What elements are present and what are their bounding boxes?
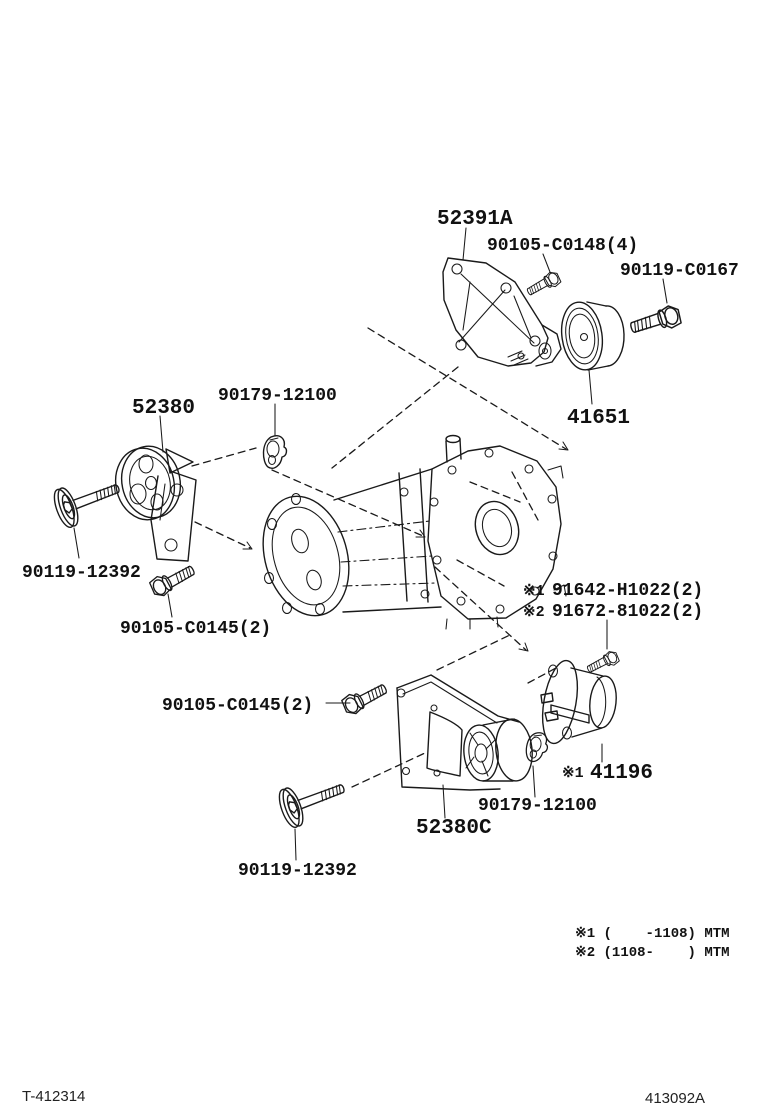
label-lower-spacer: 90179-12100	[478, 796, 597, 816]
label-rear-bracket: 52380C	[416, 817, 492, 840]
label-stud-option1-prefix: ※1	[523, 583, 545, 600]
rear-bracket-drawing	[397, 675, 535, 790]
label-front-mount: 52380	[132, 397, 196, 420]
label-damper: 41651	[567, 407, 631, 430]
upper-bracket-drawing	[443, 258, 561, 366]
front-washer-bolt-drawing	[50, 470, 125, 530]
label-front-washer-bolt: 90119-12392	[22, 563, 141, 583]
drawing-code: T-412314	[22, 1088, 86, 1105]
label-rear-mount-bolt: 90105-C0145(2)	[162, 696, 314, 716]
footnote-option2: ※2 (1108- ) MTM	[575, 945, 730, 961]
upper-spacer-drawing	[263, 436, 286, 469]
differential-carrier-drawing	[250, 436, 566, 630]
label-stud-option2: 91672-81022(2)	[552, 602, 704, 622]
damper-pulley-drawing	[557, 300, 624, 373]
label-upper-bracket: 52391A	[437, 208, 513, 231]
label-upper-spacer: 90179-12100	[218, 386, 337, 406]
label-front-mount-bolt: 90105-C0145(2)	[120, 619, 272, 639]
damper-bolt-drawing	[628, 304, 682, 340]
label-coupling: 41196	[590, 762, 654, 785]
label-upper-bracket-bolt: 90105-C0148(4)	[487, 236, 639, 256]
figure-code: 413092A	[645, 1090, 706, 1107]
footnote-option1: ※1 ( -1108) MTM	[575, 926, 730, 942]
label-damper-bolt: 90119-C0167	[620, 261, 739, 281]
label-rear-washer-bolt: 90119-12392	[238, 861, 357, 881]
rear-mount-bolt-drawing	[340, 679, 389, 717]
front-mount-bolt-drawing	[148, 560, 197, 599]
front-mount-drawing	[109, 441, 196, 561]
label-stud-option2-prefix: ※2	[523, 604, 545, 621]
rear-washer-bolt-drawing	[275, 770, 350, 830]
label-coupling-prefix: ※1	[562, 765, 584, 782]
upper-bracket-bolt-drawing	[525, 270, 562, 300]
label-stud-option1: 91642-H1022(2)	[552, 581, 704, 601]
